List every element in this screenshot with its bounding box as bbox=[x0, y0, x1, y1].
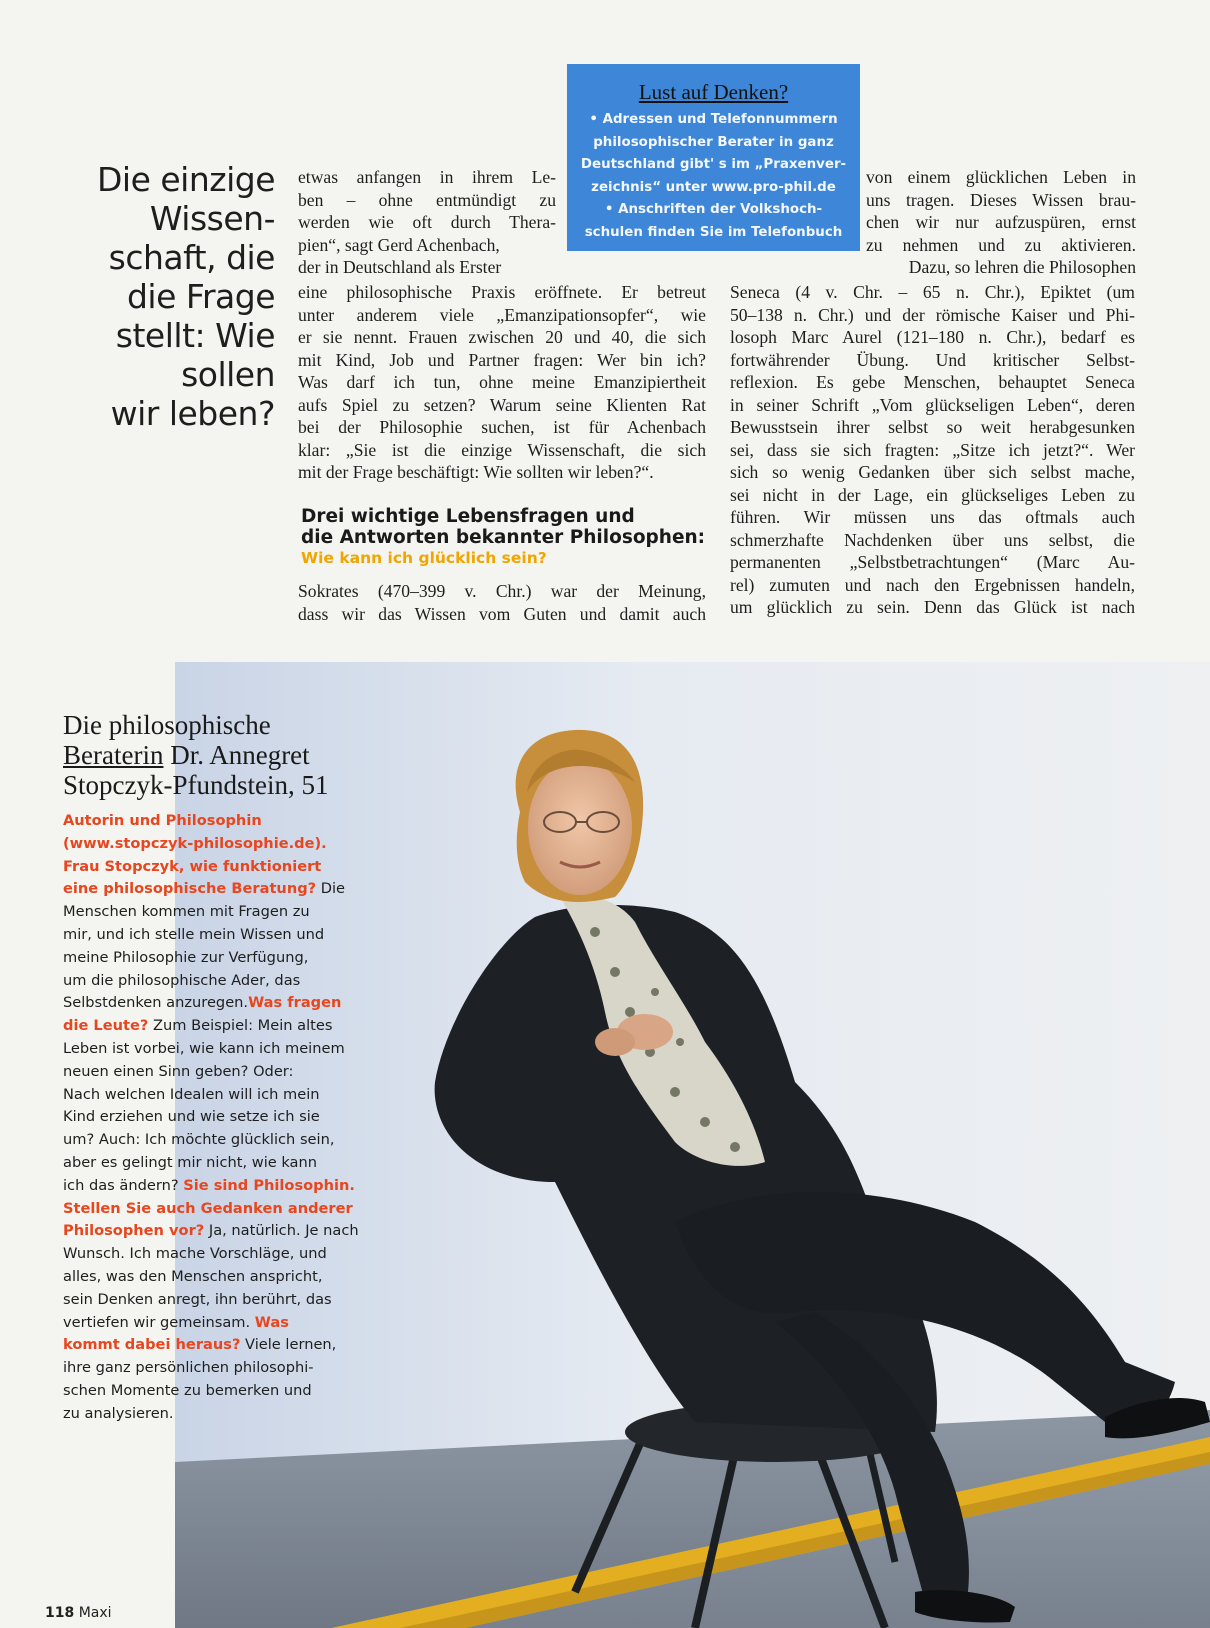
interview-line bbox=[63, 856, 393, 879]
interview-line bbox=[63, 1175, 393, 1198]
body-line: Bewusstsein ihrer selbst so weit herabgesunken bbox=[730, 417, 1135, 437]
interview-line bbox=[63, 992, 393, 1015]
body-line: 50–138 n. Chr.) und der römische Kaiser und Phi- bbox=[730, 304, 1135, 325]
subheading-line: die Antworten bekannter Philosophen: bbox=[301, 527, 706, 548]
body-line: bei der Philosophie suchen, ist für Achenbach bbox=[298, 417, 706, 437]
body-line: Sokrates (470–399 v. Chr.) war der Meinung, bbox=[298, 581, 706, 601]
interview-answer: vertiefen wir gemeinsam. bbox=[63, 1313, 255, 1331]
interview-answer: ich das ändern? bbox=[63, 1176, 184, 1194]
pull-quote-line: Die einzige bbox=[97, 160, 275, 199]
interview-answer: Ja, natürlich. Je nach bbox=[204, 1222, 359, 1240]
body-line: Dazu, so lehren die Philosophen bbox=[908, 257, 1136, 277]
pull-quote-line: Wissen- bbox=[149, 199, 275, 238]
body-line: der in Deutschland als Erster bbox=[298, 257, 502, 277]
interview-question: Was bbox=[254, 1313, 289, 1331]
body-line: klar: „Sie ist die einzige Wissenschaft, die sich bbox=[298, 439, 706, 460]
body-line: fortwährender Übung. Und kritischer Selbst- bbox=[730, 349, 1135, 370]
interview-heading bbox=[63, 710, 393, 800]
body-line: in seiner Schrift „Vom glückseligen Leben“, deren bbox=[730, 394, 1135, 415]
interview-line bbox=[63, 1084, 393, 1107]
interview-heading-underlined: Beraterin bbox=[63, 740, 164, 770]
body-line: mit der Frage beschäftigt: Wie sollten wir leben?“. bbox=[298, 462, 654, 482]
pull-quote-line: sollen bbox=[181, 355, 275, 394]
body-line: rel) zumuten und nach den Ergebnissen handeln, bbox=[730, 574, 1135, 595]
interview-line bbox=[63, 970, 393, 993]
page-number: 118 bbox=[45, 1605, 75, 1621]
body-line: permanenten „Selbstbetrachtungen“ (Marc Au- bbox=[730, 552, 1135, 572]
interview-question: Sie sind Philosophin. bbox=[183, 1176, 355, 1194]
interview-text bbox=[63, 810, 393, 1426]
interview-answer: Die bbox=[316, 880, 346, 898]
interview-answer: mir, und ich stelle mein Wissen und bbox=[63, 925, 325, 943]
interview-line bbox=[63, 1106, 393, 1129]
info-box bbox=[567, 64, 860, 251]
body-line: zu nehmen und zu aktivieren. bbox=[866, 234, 1136, 255]
interview-answer: ihre ganz persönlichen philosophi- bbox=[63, 1359, 314, 1377]
body-line: pien“, sagt Gerd Achenbach, bbox=[298, 234, 500, 255]
interview-question: Was fragen bbox=[248, 994, 342, 1012]
interview-line bbox=[63, 1015, 393, 1038]
pull-quote-line: schaft, die bbox=[108, 238, 275, 277]
body-line: Was darf ich tun, ohne meine Emanzipiertheit bbox=[298, 372, 706, 392]
interview-line bbox=[63, 1220, 393, 1243]
interview-line bbox=[63, 1061, 393, 1084]
interview-answer: Selbstdenken anzuregen. bbox=[63, 994, 249, 1012]
info-box-line: schulen finden Sie im Telefonbuch bbox=[584, 224, 843, 240]
interview-line bbox=[63, 878, 393, 901]
interview-answer: alles, was den Menschen anspricht, bbox=[63, 1267, 323, 1285]
interview-answer: meine Philosophie zur Verfügung, bbox=[63, 948, 309, 966]
interview-question: die Leute? bbox=[63, 1017, 149, 1035]
interview-question: kommt dabei heraus? bbox=[63, 1336, 241, 1354]
body-line: er sie nennt. Frauen zwischen 20 und 40, die sich bbox=[298, 327, 706, 347]
body-line: werden wie oft durch Thera- bbox=[298, 212, 556, 232]
magazine-name: Maxi bbox=[78, 1605, 112, 1621]
interview-line bbox=[63, 1357, 393, 1380]
interview-question: Philosophen vor? bbox=[63, 1222, 205, 1240]
interview-line bbox=[63, 1129, 393, 1152]
interview-question: eine philosophische Beratung? bbox=[63, 880, 317, 898]
info-box-line: • Anschriften der Volkshoch- bbox=[604, 202, 823, 217]
interview-question: Frau Stopczyk, wie funktioniert bbox=[63, 857, 322, 875]
interview-line bbox=[63, 1152, 393, 1175]
pull-quote bbox=[50, 160, 275, 433]
body-line: Seneca (4 v. Chr. – 65 n. Chr.), Epiktet (um bbox=[730, 282, 1135, 302]
body-text-column-b-top bbox=[866, 166, 1136, 279]
body-line: führen. Wir müssen uns das oftmals auch bbox=[730, 507, 1135, 527]
body-line: aufs Spiel zu setzen? Warum seine Klienten Rat bbox=[298, 394, 706, 415]
interview-line bbox=[63, 1266, 393, 1289]
body-line: von einem glücklichen Leben in bbox=[866, 167, 1136, 187]
pull-quote-line: wir leben? bbox=[110, 394, 275, 433]
page-footer bbox=[45, 1605, 112, 1621]
body-line: uns tragen. Dieses Wissen brau- bbox=[866, 189, 1136, 210]
body-text-column-b bbox=[730, 281, 1135, 619]
body-line: sei, dass sie sich fragten: „Sitze ich jetzt?“. Wer bbox=[730, 439, 1135, 460]
interview-heading-line: Die philosophische bbox=[63, 710, 271, 740]
body-line: losoph Marc Aurel (121–180 n. Chr.), bedarf es bbox=[730, 327, 1135, 347]
interview-heading-line: Stopczyk-Pfundstein, 51 bbox=[63, 770, 329, 800]
interview-line bbox=[63, 1198, 393, 1221]
interview-line bbox=[63, 1403, 393, 1426]
info-box-title: Lust auf Denken? bbox=[638, 80, 789, 104]
interview-question: Stellen Sie auch Gedanken anderer bbox=[63, 1199, 353, 1217]
info-box-line: Deutschland gibt' s im „Praxenver- bbox=[580, 157, 847, 172]
body-text-column-a-top bbox=[298, 166, 556, 279]
interview-line bbox=[63, 947, 393, 970]
body-line: sich so wenig Gedanken über sich selbst mache, bbox=[730, 462, 1135, 482]
interview-question: Autorin und Philosophin bbox=[63, 812, 262, 829]
pull-quote-line: die Frage bbox=[126, 277, 275, 316]
interview-answer: zu analysieren. bbox=[63, 1404, 174, 1422]
interview-heading-rest: Dr. Annegret bbox=[163, 740, 310, 770]
subheading-question: Wie kann ich glücklich sein? bbox=[301, 549, 547, 567]
interview-answer: aber es gelingt mir nicht, wie kann bbox=[63, 1153, 318, 1171]
interview-line bbox=[63, 1289, 393, 1312]
interview-question: (www.stopczyk-philosophie.de). bbox=[63, 834, 327, 852]
interview-line bbox=[63, 1038, 393, 1061]
section-subheading bbox=[301, 506, 721, 569]
interview-line bbox=[63, 1334, 393, 1357]
body-line: sei nicht in der Lage, ein glückseliges Leben zu bbox=[730, 484, 1135, 505]
body-line: mit Kind, Job und Partner fragen: Wer bin ich? bbox=[298, 349, 706, 370]
body-line: um glücklich zu sein. Denn das Glück ist nach bbox=[730, 597, 1135, 617]
interview-line bbox=[63, 1312, 393, 1335]
interview-answer: um die philosophische Ader, das bbox=[63, 971, 301, 989]
body-line: eine philosophische Praxis eröffnete. Er betreut bbox=[298, 282, 706, 302]
interview-line bbox=[63, 833, 393, 856]
info-box-line: zeichnis“ unter www.pro-phil.de bbox=[591, 179, 836, 195]
body-line: chen wir nur aufzuspüren, ernst bbox=[866, 212, 1136, 232]
body-line: reflexion. Es gebe Menschen, behauptet Seneca bbox=[730, 372, 1135, 392]
info-box-line: philosophischer Berater in ganz bbox=[593, 134, 834, 150]
interview-line bbox=[63, 1380, 393, 1403]
interview-answer: Leben ist vorbei, wie kann ich meinem bbox=[63, 1039, 345, 1057]
interview-answer: sein Denken anregt, ihn berührt, das bbox=[63, 1290, 332, 1308]
interview-line bbox=[63, 924, 393, 947]
interview-line bbox=[63, 1243, 393, 1266]
interview-line bbox=[63, 901, 393, 924]
body-text-column-a bbox=[298, 281, 706, 484]
body-line: unter anderem viele „Emanzipationsopfer“, wie bbox=[298, 304, 706, 325]
interview-answer: Viele lernen, bbox=[240, 1336, 337, 1354]
body-line: schmerzhafte Nachdenken über uns selbst, die bbox=[730, 529, 1135, 550]
interview-answer: um? Auch: Ich möchte glücklich sein, bbox=[63, 1131, 335, 1149]
interview-answer: Kind erziehen und wie setze ich sie bbox=[63, 1108, 320, 1126]
info-box-line: • Adressen und Telefonnummern bbox=[589, 112, 838, 127]
body-line: dass wir das Wissen vom Guten und damit auch bbox=[298, 603, 706, 624]
interview-answer: schen Momente zu bemerken und bbox=[63, 1381, 312, 1399]
interview-line bbox=[63, 810, 393, 833]
interview-answer: neuen einen Sinn geben? Oder: bbox=[63, 1062, 294, 1080]
interview-answer: Menschen kommen mit Fragen zu bbox=[63, 903, 310, 921]
body-text-column-a-bottom bbox=[298, 580, 706, 625]
body-line: ben – ohne entmündigt zu bbox=[298, 189, 556, 210]
interview-heading-line bbox=[63, 740, 393, 770]
subheading-line: Drei wichtige Lebensfragen und bbox=[301, 506, 635, 527]
body-line: etwas anfangen in ihrem Le- bbox=[298, 167, 556, 187]
interview-answer: Nach welchen Idealen will ich mein bbox=[63, 1085, 320, 1103]
interview-answer: Zum Beispiel: Mein altes bbox=[148, 1017, 333, 1035]
interview-answer: Wunsch. Ich mache Vorschläge, und bbox=[63, 1245, 327, 1263]
pull-quote-line: stellt: Wie bbox=[115, 316, 275, 355]
